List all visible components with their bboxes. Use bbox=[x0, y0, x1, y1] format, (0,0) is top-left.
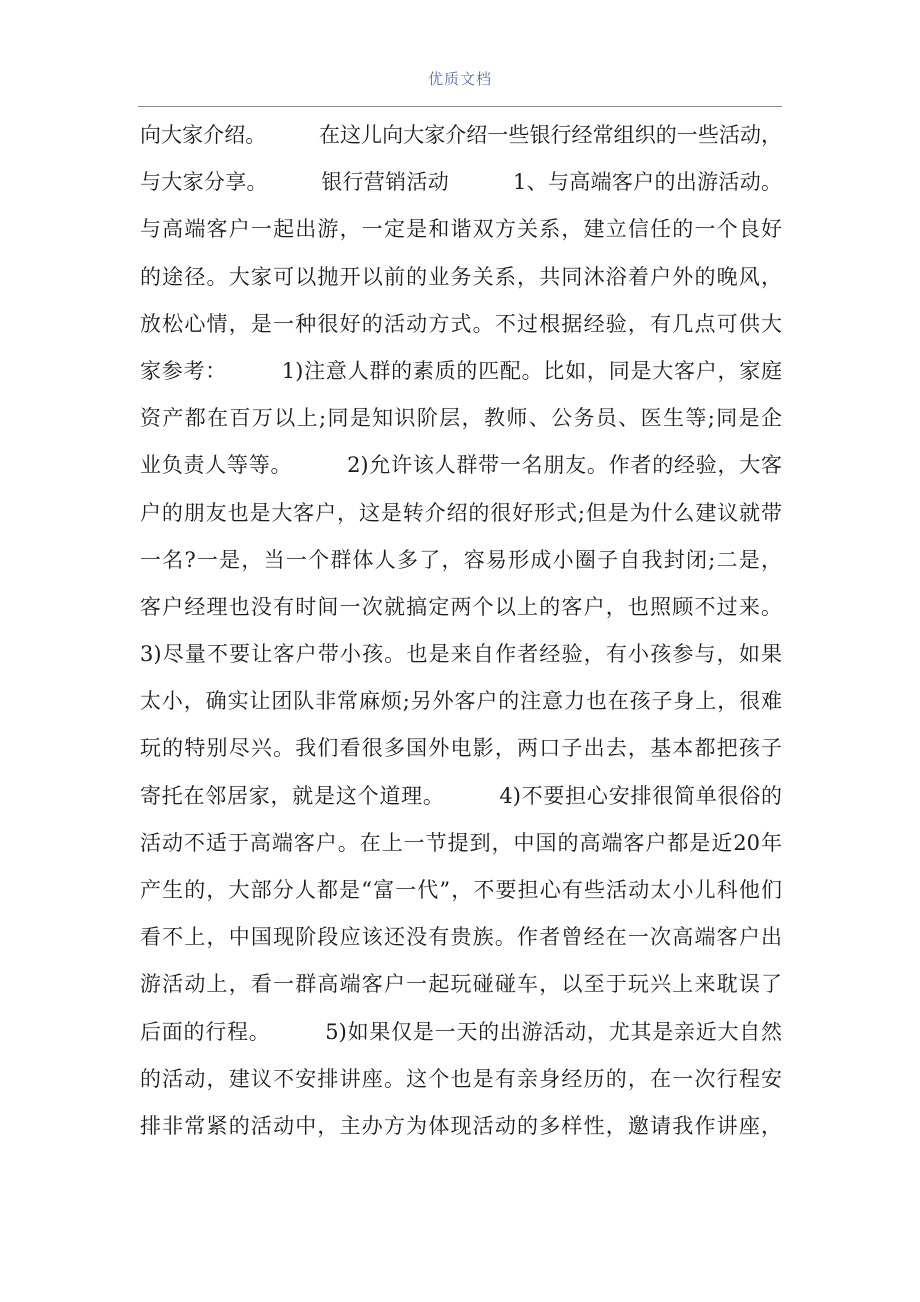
text-line: 太小，确实让团队非常麻烦;另外客户的注意力也在孩子身上，很难 bbox=[140, 689, 782, 714]
text-line: 一名?一是，当一个群体人多了，容易形成小圈子自我封闭;二是， bbox=[140, 547, 782, 572]
header-divider bbox=[138, 106, 782, 107]
text-line: 户的朋友也是大客户，这是转介绍的很好形式;但是为什么建议就带 bbox=[140, 500, 782, 525]
text-line: 3)尽量不要让客户带小孩。也是来自作者经验，有小孩参与，如果 bbox=[140, 642, 782, 667]
document-body bbox=[140, 112, 782, 1150]
text-line: 排非常紧的活动中，主办方为体现活动的多样性，邀请我作讲座， bbox=[140, 1113, 782, 1138]
text-line: 寄托在邻居家，就是这个道理。 4)不要担心安排很简单很俗的 bbox=[140, 783, 782, 808]
text-line: 后面的行程。 5)如果仅是一天的出游活动，尤其是亲近大自然 bbox=[140, 1019, 782, 1044]
text-line: 的活动，建议不安排讲座。这个也是有亲身经历的，在一次行程安 bbox=[140, 1066, 782, 1091]
text-line: 放松心情，是一种很好的活动方式。不过根据经验，有几点可供大 bbox=[140, 311, 782, 336]
text-line: 产生的，大部分人都是“富一代”，不要担心有些活动太小儿科他们 bbox=[140, 878, 782, 902]
text-line: 资产都在百万以上;同是知识阶层，教师、公务员、医生等;同是企 bbox=[140, 406, 782, 431]
page-header-title: 优质文档 bbox=[427, 70, 492, 88]
text-line: 家参考： 1)注意人群的素质的匹配。比如，同是大客户，家庭 bbox=[140, 358, 782, 383]
text-line: 的途径。大家可以抛开以前的业务关系，共同沐浴着户外的晚风， bbox=[140, 264, 782, 289]
text-line: 与大家分享。 银行营销活动 1、与高端客户的出游活动。 bbox=[140, 170, 782, 195]
text-line: 活动不适于高端客户。在上一节提到，中国的高端客户都是近20年 bbox=[140, 830, 782, 855]
text-line: 看不上，中国现阶段应该还没有贵族。作者曾经在一次高端客户出 bbox=[140, 925, 782, 950]
text-line: 向大家介绍。 在这儿向大家介绍一些银行经常组织的一些活动， bbox=[140, 123, 782, 147]
text-line: 与高端客户一起出游，一定是和谐双方关系，建立信任的一个良好 bbox=[140, 217, 782, 242]
text-line: 玩的特别尽兴。我们看很多国外电影，两口子出去，基本都把孩子 bbox=[140, 736, 782, 761]
text-line: 客户经理也没有时间一次就搞定两个以上的客户，也照顾不过来。 bbox=[140, 594, 782, 619]
text-line: 业负责人等等。 2)允许该人群带一名朋友。作者的经验，大客 bbox=[140, 453, 782, 478]
text-line: 游活动上，看一群高端客户一起玩碰碰车，以至于玩兴上来耽误了 bbox=[140, 972, 782, 997]
